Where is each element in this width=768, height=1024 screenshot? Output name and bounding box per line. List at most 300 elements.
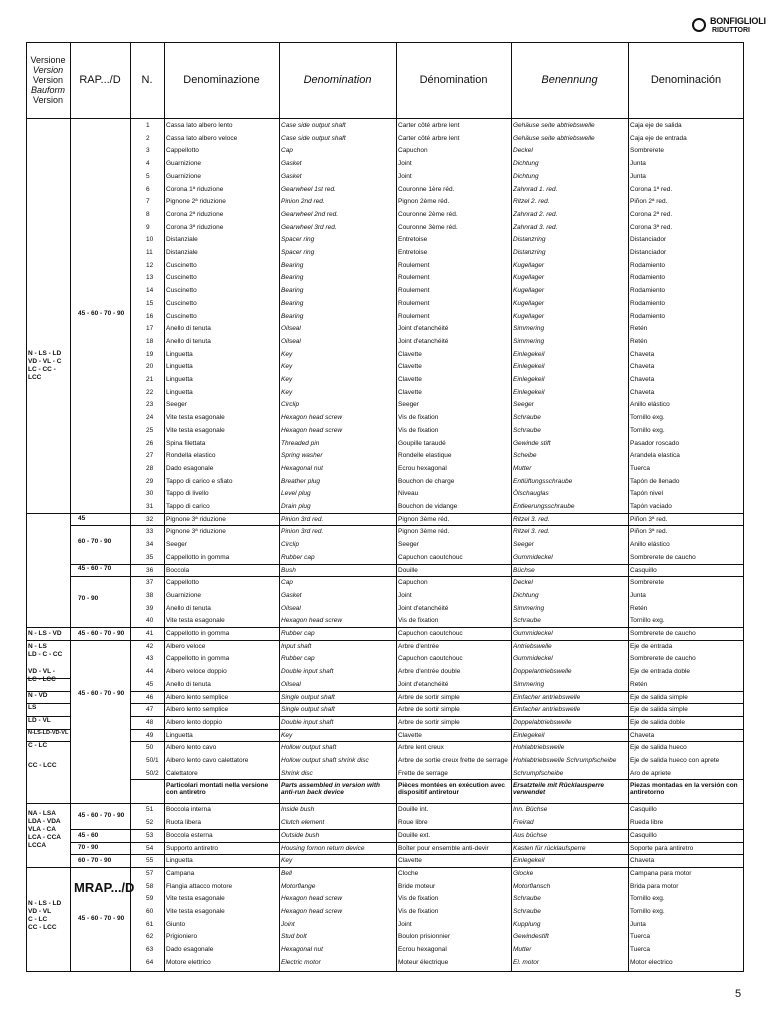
row-cell: Tornillo exg.: [630, 908, 665, 915]
row-cell: Gearwheel 1st red.: [281, 185, 336, 193]
column-divider: [70, 42, 71, 972]
row-cell: Schraube: [513, 617, 541, 625]
group-rap-45-70: 45 - 60 - 70: [78, 565, 112, 572]
group5-version-line: VD - VL: [28, 908, 52, 915]
row-number: 30: [146, 490, 154, 498]
row-number: 5: [146, 172, 150, 180]
row-number: 46: [146, 693, 154, 701]
row-number: 18: [146, 337, 154, 345]
row-cell: Doppelantriebswelle: [513, 668, 572, 676]
row-cell: Gummideckel: [513, 630, 553, 637]
row-cell: Bouchon de charge: [398, 477, 455, 485]
row-number: 47: [146, 706, 154, 714]
row-divider: [130, 741, 744, 742]
row-cell: Capuchon: [398, 579, 428, 587]
row-cell: Distanzring: [513, 249, 546, 256]
row-cell: Ruota libera: [166, 819, 202, 827]
row-cell: Einlegekeil: [513, 388, 545, 396]
row-cell: Kugellager: [513, 274, 545, 282]
row-cell: Pignone 3ª riduzione: [166, 528, 226, 536]
row-cell: Albero lento cavo calettatore: [166, 757, 249, 764]
row-cell: Albero veloce doppio: [166, 668, 227, 676]
group5-version-line: N - LS - LD: [28, 900, 62, 907]
row-number: 14: [146, 287, 154, 295]
group3-version-f: N-LS-LD-VD-VL: [28, 730, 69, 736]
row-cell: Motore elettrico: [166, 958, 211, 966]
row-cell: Vite testa esagonale: [166, 617, 225, 625]
row-cell: Eje de salida simple: [630, 693, 688, 701]
row-cell: Einlegekeil: [513, 731, 545, 739]
row-cell: Pignon 3ème réd.: [398, 528, 450, 536]
group-rap-45: 45: [78, 515, 86, 522]
row-cell: Tornillo exg.: [630, 426, 665, 434]
row-cell: Tuerca: [630, 464, 650, 472]
row-cell: Joint: [398, 591, 412, 599]
row-cell: Rodamiento: [630, 299, 666, 307]
header-fr: Dénomination: [419, 74, 488, 86]
row-cell: Gasket: [281, 591, 302, 599]
row-cell: Junta: [630, 160, 646, 168]
row-cell: Deckel: [513, 579, 533, 587]
row-cell: Seeger: [166, 541, 187, 549]
row-cell: Dichtung: [513, 172, 539, 180]
row-cell: Retén: [630, 680, 648, 688]
row-cell: Rubber cap: [281, 630, 315, 637]
row-cell: Rondelle elastique: [398, 452, 452, 460]
row-cell: Retén: [630, 337, 648, 345]
row-cell: Corona 3ª red.: [630, 223, 673, 231]
row-cell: Motor electrico: [630, 958, 673, 966]
header-version-es: Version: [32, 95, 64, 105]
row-number: 62: [146, 933, 154, 941]
row-cell: Key: [281, 857, 293, 865]
row-cell: Casquillo: [630, 831, 657, 839]
row-cell: Tapón vaciado: [630, 503, 672, 510]
row-cell: Spina filettata: [166, 439, 206, 447]
group3-rap: 45 - 60 - 70 - 90: [78, 690, 125, 697]
row-cell: Bearing: [281, 312, 304, 320]
row-number: 35: [146, 553, 154, 561]
row-cell: Entretoise: [398, 236, 428, 244]
row-cell: Schraube: [513, 426, 541, 434]
row-cell: Linguetta: [166, 350, 193, 358]
row-cell: Cappellotto in gomma: [166, 553, 230, 561]
row-cell: Pinion 3rd red.: [281, 515, 324, 523]
header-version-de: Bauform: [30, 85, 65, 95]
row-cell: Cappellotto: [166, 147, 199, 155]
logo-line1: BONFIGLIOLI: [710, 16, 766, 26]
row-cell: Spacer ring: [281, 249, 315, 256]
row-cell: Guarnizione: [166, 160, 202, 168]
row-cell: Kupplung: [513, 920, 541, 928]
row-cell: Bearing: [281, 287, 304, 295]
row-cell: Vis de fixation: [398, 414, 439, 422]
row-number: 33: [146, 528, 154, 536]
row-cell: Shrink disc: [281, 769, 313, 777]
group4-version-line: VLA - CA: [28, 826, 56, 833]
row-cell: Caja eje de entrada: [630, 134, 687, 142]
row-number: 2: [146, 134, 150, 142]
row-cell: Junta: [630, 172, 646, 180]
row-number: 27: [146, 452, 154, 460]
row-cell: Tappo di livello: [166, 490, 209, 498]
row-divider: [130, 716, 744, 717]
row-cell: Brida para motor: [630, 882, 679, 890]
row-cell: Hexagon head screw: [281, 908, 343, 915]
row-cell: Clutch element: [281, 819, 325, 827]
row-cell: Büchse: [513, 566, 535, 574]
row-number: 4: [146, 160, 150, 168]
column-divider: [628, 42, 629, 972]
row-number: 7: [146, 198, 150, 206]
row-divider: [130, 703, 744, 704]
group3-version-line: VD - VL -: [28, 668, 55, 675]
row-cell: Piñon 3ª red.: [630, 515, 668, 523]
row-cell: Spring washer: [281, 452, 323, 460]
row-cell: Cassa lato albero lento: [166, 122, 233, 129]
row-cell: Gummideckel: [513, 553, 553, 561]
header-version-en: Version: [32, 65, 64, 75]
row-cell: Mutter: [513, 464, 532, 472]
row-cell: Oilseal: [281, 325, 301, 333]
row-cell: Dichtung: [513, 591, 539, 599]
row-number: 16: [146, 312, 154, 320]
row-number: 1: [146, 122, 150, 129]
row-cell: Anello di tenuta: [166, 337, 211, 345]
row-cell: Einlegekeil: [513, 376, 545, 383]
row-cell: Cassa lato albero veloce: [166, 134, 238, 142]
row-cell: Sombrerete de caucho: [630, 630, 696, 637]
row-number: 41: [146, 630, 154, 637]
row-cell: Aro de apriete: [630, 769, 671, 777]
row-cell: Dichtung: [513, 160, 539, 168]
group1-version-line: LCC: [28, 374, 42, 381]
row-number: 21: [146, 376, 154, 383]
row-cell: Tappo di carico e sfiato: [166, 477, 233, 485]
row-cell: Linguetta: [166, 388, 193, 396]
row-divider: [70, 829, 744, 830]
row-cell: Clavette: [398, 363, 422, 371]
row-cell: Boîter pour ensemble anti-devir: [398, 844, 489, 852]
row-cell: Aus büchse: [513, 831, 547, 839]
group1-rap: 45 - 60 - 70 - 90: [78, 310, 125, 317]
row-cell: Vis de fixation: [398, 426, 439, 434]
row-cell: Joint d'etanchéité: [398, 604, 449, 612]
row-cell: Gewindestift: [513, 933, 549, 941]
row-divider: [26, 867, 744, 868]
row-number: 52: [146, 819, 154, 827]
row-cell: Hexagonal nut: [281, 464, 323, 472]
group5-version-line: C - LC: [28, 916, 48, 923]
row-cell: Joint d'etanchéité: [398, 325, 449, 333]
row-cell: Chaveta: [630, 376, 655, 383]
row-number: 22: [146, 388, 154, 396]
column-divider: [511, 42, 512, 972]
header-version: [26, 42, 70, 118]
row-cell: Hollow output shaft: [281, 744, 337, 752]
group5-rap: 45 - 60 - 70 - 90: [78, 915, 125, 922]
row-cell: Retén: [630, 325, 648, 333]
row-cell: Clavette: [398, 376, 422, 383]
row-cell: Joint: [398, 160, 412, 168]
row-cell: Key: [281, 731, 293, 739]
row-cell: Niveau: [398, 490, 419, 498]
row-cell: Tuerca: [630, 946, 650, 954]
row-cell: Ersatzteile mit Rücklausperre verwendet: [513, 782, 605, 797]
group5-mrap: MRAP.../D: [74, 880, 135, 895]
row-number: 48: [146, 718, 154, 726]
row-number: 12: [146, 261, 154, 269]
row-cell: Level plug: [281, 490, 311, 498]
row-cell: Joint d'etanchéité: [398, 680, 449, 688]
row-number: 61: [146, 920, 154, 928]
row-cell: Ritzel 3. red.: [513, 515, 550, 523]
group4-rap-d: 60 - 70 - 90: [78, 857, 112, 864]
group1-version-line: N - LS - LD: [28, 350, 62, 357]
row-cell: Carter côté arbre lent: [398, 134, 460, 142]
row-cell: Cuscinetto: [166, 287, 197, 295]
row-cell: Inside bush: [281, 806, 315, 814]
row-cell: Inn. Büchse: [513, 806, 548, 814]
row-cell: Rodamiento: [630, 261, 666, 269]
group-rap-70-90: 70 - 90: [78, 595, 99, 602]
row-cell: Clavette: [398, 857, 422, 865]
row-cell: Entlüftungsschraube: [513, 477, 573, 485]
row-cell: Arandela elastica: [630, 452, 680, 460]
row-cell: Clavette: [398, 350, 422, 358]
group1-version-line: LC - CC -: [28, 366, 56, 373]
row-cell: Seeger: [513, 541, 534, 549]
group3-version-d: LS: [28, 704, 37, 711]
group3-version-line: LC - LCC: [28, 676, 56, 683]
header-it: Denominazione: [183, 74, 260, 86]
row-cell: Circlip: [281, 401, 300, 409]
group4-version-line: LDA - VDA: [28, 818, 61, 825]
row-cell: Bouchon de vidange: [398, 503, 458, 510]
group3-version-g: C - LC: [28, 742, 48, 749]
row-cell: Double input shaft: [281, 668, 334, 676]
row-cell: Rubber cap: [281, 553, 315, 561]
row-cell: Cappellotto: [166, 579, 199, 587]
row-divider: [70, 576, 744, 577]
row-cell: Roulement: [398, 261, 430, 269]
row-cell: Rondella elastico: [166, 452, 216, 460]
group3-version-c: N - VD: [28, 692, 48, 699]
row-cell: Eje de entrada: [630, 642, 673, 650]
row-cell: Clavette: [398, 388, 422, 396]
row-cell: Roulement: [398, 299, 430, 307]
row-cell: Seeger: [166, 401, 187, 409]
row-cell: Gehäuse seite abtriebswelle: [513, 122, 595, 129]
row-cell: Entleerungsschraube: [513, 503, 575, 510]
row-cell: Arbre de sortir simple: [398, 718, 460, 726]
row-cell: Sombrerete: [630, 579, 664, 587]
row-cell: Linguetta: [166, 363, 193, 371]
row-cell: Motorflansch: [513, 882, 551, 890]
row-cell: Supporto antiretro: [166, 844, 219, 852]
row-cell: Ritzel 2. red.: [513, 198, 550, 206]
row-number: 38: [146, 591, 154, 599]
row-divider: [26, 803, 744, 804]
row-cell: Kugellager: [513, 261, 545, 269]
column-divider: [396, 42, 397, 972]
row-cell: Kugellager: [513, 312, 545, 320]
row-cell: Cap: [281, 579, 293, 587]
header-n: N.: [141, 74, 153, 86]
row-cell: Chaveta: [630, 857, 655, 865]
row-cell: Chaveta: [630, 388, 655, 396]
row-cell: Key: [281, 350, 293, 358]
row-cell: Single output shaft: [281, 693, 335, 701]
row-cell: Joint d'etanchéité: [398, 337, 449, 345]
row-cell: Freirad: [513, 819, 534, 827]
row-cell: Tapón nivel: [630, 490, 663, 498]
row-cell: Drain plug: [281, 503, 311, 510]
group3-version-line: LD - C - CC: [28, 651, 63, 658]
header-version-fr: Version: [32, 75, 64, 85]
row-cell: Bride moteur: [398, 882, 436, 890]
row-cell: Vis de fixation: [398, 617, 439, 625]
row-cell: Doppelabtriebswelle: [513, 718, 572, 726]
row-number: 50: [146, 744, 154, 752]
row-number: 20: [146, 363, 154, 371]
row-cell: Stud bolt: [281, 933, 307, 941]
row-cell: Tornillo exg.: [630, 895, 665, 903]
group4-version-line: LCA - CCA: [28, 834, 61, 841]
row-number: 34: [146, 541, 154, 549]
row-cell: Capuchon caoutchouc: [398, 553, 463, 561]
row-cell: Pignon 3ème réd.: [398, 515, 450, 523]
row-number: 29: [146, 477, 154, 485]
row-number: 54: [146, 844, 154, 852]
row-cell: Guarnizione: [166, 172, 202, 180]
row-cell: Seeger: [513, 401, 534, 409]
row-number: 11: [146, 249, 153, 256]
row-cell: Breather plug: [281, 477, 321, 485]
row-cell: Seeger: [398, 401, 419, 409]
row-cell: Flangia attacco motore: [166, 882, 233, 890]
row-cell: Roulement: [398, 274, 430, 282]
row-number: 8: [146, 210, 150, 218]
row-cell: Simmering: [513, 337, 545, 345]
row-cell: Gummideckel: [513, 655, 553, 663]
row-cell: Ecrou hexagonal: [398, 464, 447, 472]
row-number: 9: [146, 223, 150, 231]
row-cell: Cappellotto in gomma: [166, 630, 230, 637]
row-number: 37: [146, 579, 154, 587]
row-cell: Bell: [281, 869, 292, 877]
row-cell: Motorflange: [281, 882, 316, 890]
row-cell: Corona 3ª riduzione: [166, 223, 224, 231]
row-cell: Sombrerete de caucho: [630, 655, 696, 663]
row-cell: Threaded pin: [281, 439, 320, 447]
row-cell: Einfacher antriebswelle: [513, 706, 581, 714]
row-cell: Pièces montées en exécution avec dispositif antiretour: [398, 782, 505, 797]
row-cell: Bearing: [281, 261, 304, 269]
group5-version-line: CC - LCC: [28, 924, 57, 931]
group5-version: [28, 900, 61, 932]
row-cell: Tornillo exg.: [630, 617, 665, 625]
row-cell: Parts assembled in version with anti-run back device: [281, 782, 380, 797]
row-number: 59: [146, 895, 154, 903]
row-cell: Soporte para antiretro: [630, 844, 694, 852]
row-cell: Frette de serrage: [398, 769, 448, 777]
row-cell: Cuscinetto: [166, 312, 197, 320]
row-cell: Roulement: [398, 312, 430, 320]
row-cell: Roulement: [398, 287, 430, 295]
row-cell: Albero lento semplice: [166, 693, 229, 701]
row-cell: Hexagon head screw: [281, 426, 343, 434]
row-cell: Guarnizione: [166, 591, 202, 599]
row-cell: Tornillo exg.: [630, 414, 665, 422]
group2-version: N - LS - VD: [28, 630, 62, 637]
row-cell: Eje de salida simple: [630, 706, 688, 714]
column-divider: [130, 42, 131, 972]
row-cell: Entretoise: [398, 249, 428, 256]
row-cell: Cap: [281, 147, 293, 155]
row-cell: Zahnrad 2. red.: [513, 210, 558, 218]
row-cell: Arbre lent creux: [398, 744, 444, 752]
row-cell: Simmering: [513, 325, 545, 333]
row-cell: Hollow output shaft shrink disc: [281, 757, 369, 764]
row-cell: Key: [281, 363, 293, 371]
row-cell: Vite testa esagonale: [166, 895, 225, 903]
row-number: 19: [146, 350, 154, 358]
row-number: 58: [146, 882, 154, 890]
group3-version-a: [28, 643, 62, 659]
row-cell: Gearwheel 3rd red.: [281, 223, 337, 231]
row-cell: Tapón de llenado: [630, 477, 680, 485]
row-number: 3: [146, 147, 150, 155]
row-cell: Zahnrad 1. red.: [513, 185, 558, 193]
row-cell: Circlip: [281, 541, 300, 549]
row-cell: Couronne 1ère réd.: [398, 185, 455, 193]
row-cell: Anillo elástico: [630, 401, 670, 409]
row-cell: Goupille taraudé: [398, 439, 446, 447]
row-number: 57: [146, 869, 154, 877]
row-cell: Glocke: [513, 869, 534, 877]
row-cell: Caja eje de salida: [630, 122, 682, 129]
row-divider: [26, 513, 744, 514]
group4-rap-a: 45 - 60 - 70 - 90: [78, 812, 125, 819]
row-number: 31: [146, 503, 154, 510]
row-divider: [70, 525, 744, 526]
row-cell: Albero lento cavo: [166, 744, 217, 752]
row-number: 44: [146, 668, 154, 676]
row-cell: Capuchon caoutchouc: [398, 655, 463, 663]
row-cell: Housing fornon return device: [281, 844, 365, 852]
row-cell: Boulon prisionnier: [398, 933, 451, 941]
row-cell: Rubber cap: [281, 655, 315, 663]
row-cell: Arbre de sortir simple: [398, 693, 460, 701]
row-cell: Joint: [398, 920, 412, 928]
row-cell: Douille ext.: [398, 831, 431, 839]
row-cell: Arbre de sortir simple: [398, 706, 460, 714]
row-cell: Particolari montati nella versione con antiretro: [166, 782, 269, 797]
row-cell: Piñon 2ª red.: [630, 198, 668, 206]
row-cell: Hexagon head screw: [281, 617, 343, 625]
row-cell: Eje de salida hueco con aprete: [630, 757, 720, 764]
row-number: 40: [146, 617, 154, 625]
row-cell: Kugellager: [513, 287, 545, 295]
row-cell: Einlegekeil: [513, 363, 545, 371]
row-cell: Schraube: [513, 895, 541, 903]
row-cell: Carter côté arbre lent: [398, 122, 460, 129]
row-number: 32: [146, 515, 154, 523]
row-cell: Input shaft: [281, 642, 312, 650]
row-cell: Tappo di carico: [166, 503, 210, 510]
row-cell: Linguetta: [166, 376, 193, 383]
